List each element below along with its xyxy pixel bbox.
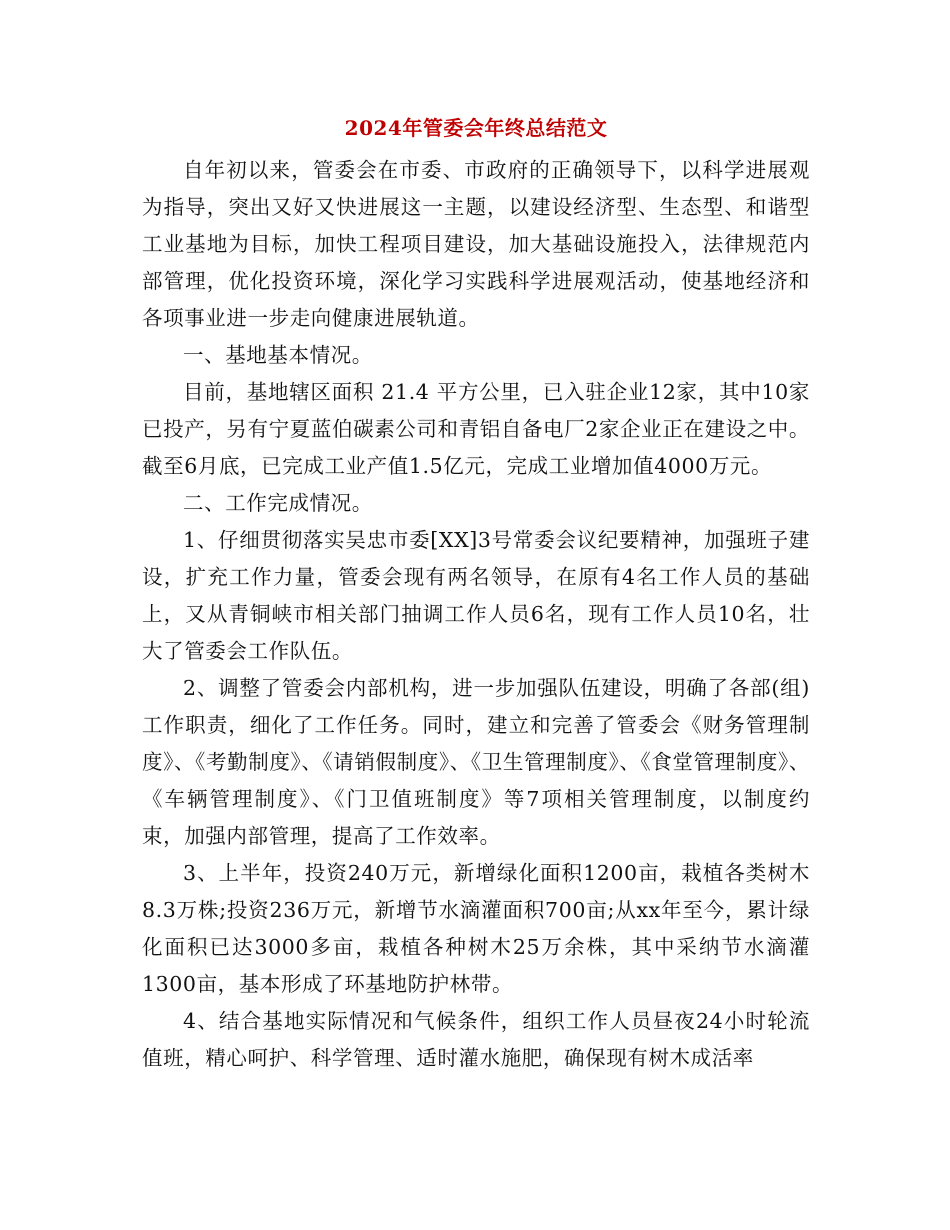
paragraph-item-3: 3、上半年，投资240万元，新增绿化面积1200亩，栽植各类树木8.3万株;投资236万元，新增节水滴灌面积700亩;从xx年至今，累计绿化面积已达3000多亩，栽植各种树木25万余株，其中采纳节水滴灌1300亩，基本形成了环基地防护林带。	[142, 861, 810, 996]
section-heading-work-completion: 二、工作完成情况。	[183, 491, 373, 515]
paragraph-intro: 自年初以来，管委会在市委、市政府的正确领导下，以科学进展观为指导，突出又好又快进展这一主题，以建设经济型、生态型、和谐型工业基地为目标，加快工程项目建设，加大基础设施投入，法律规范内部管理，优化投资环境，深化学习实践科学进展观活动，使基地经济和各项事业进一步走向健康进展轨道。	[142, 158, 810, 330]
document-page	[142, 112, 810, 1077]
paragraph-item-2: 2、调整了管委会内部机构，进一步加强队伍建设，明确了各部(组)工作职责，细化了工作任务。同时，建立和完善了管委会《财务管理制度》、《考勤制度》、《请销假制度》、《卫生管理制度》、《食堂管理制度》、《车辆管理制度》、《门卫值班制度》等7项相关管理制度，以制度约束，加强内部管理，提高了工作效率。	[142, 676, 810, 848]
section-heading-basic-info: 一、基地基本情况。	[183, 343, 373, 367]
paragraph-item-1: 1、仔细贯彻落实吴忠市委[XX]3号常委会议纪要精神，加强班子建设，扩充工作力量，管委会现有两名领导，在原有4名工作人员的基础上，又从青铜峡市相关部门抽调工作人员6名，现有工作人员10名，壮大了管委会工作队伍。	[142, 528, 810, 663]
paragraph-item-4: 4、结合基地实际情况和气候条件，组织工作人员昼夜24小时轮流值班，精心呵护、科学管理、适时灌水施肥，确保现有树木成活率	[142, 1009, 810, 1070]
document-title: 2024年管委会年终总结范文	[344, 116, 608, 140]
paragraph-basic-info: 目前，基地辖区面积 21.4 平方公里，已入驻企业12家，其中10家已投产，另有宁夏蓝伯碳素公司和青铝自备电厂2家企业正在建设之中。截至6月底，已完成工业产值1.5亿元，完成工业增加值4000万元。	[142, 380, 810, 478]
